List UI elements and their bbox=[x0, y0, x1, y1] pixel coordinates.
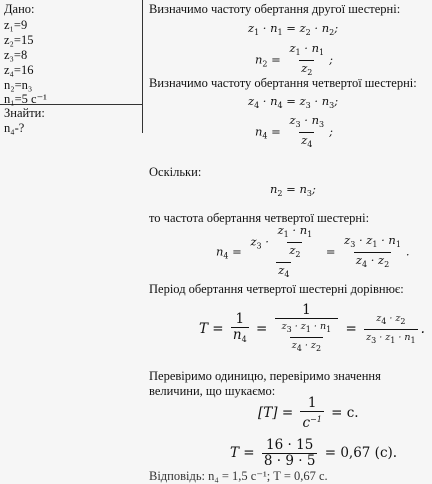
paragraph-check-1: Перевіримо одиницю, перевіримо значення bbox=[149, 369, 381, 383]
paragraph-second-gear: Визначимо частоту обертання другої шестерні: bbox=[149, 2, 401, 16]
given-n-equality: n₂=n₃ bbox=[4, 78, 33, 92]
given-header: Дано: bbox=[4, 2, 35, 16]
unit-result: с. bbox=[346, 405, 359, 421]
equation-z1n1-z2n2: $z_1 \cdot n_1 = z_2 \cdot n_2$; bbox=[248, 21, 339, 37]
given-z2: z₂=15 bbox=[4, 33, 34, 47]
given-z4: z₄=16 bbox=[4, 63, 34, 77]
paragraph-fourth-gear: Визначимо частоту обертання четвертої шестерні: bbox=[149, 76, 417, 90]
equation-unit-check: [T] = $\frac{1}{c^{-1}}$ = с. bbox=[258, 395, 359, 431]
equation-period: T = $\frac{1}{n_4}$ = $\frac{1}{\frac{z_3 \cdot z_1 \cdot n_1}{z_4 \cdot z_2}}$ = $\frac{z_4 \cdot z_2}{z_3 \cdot z_1 \cdot n_1}$ . bbox=[199, 302, 425, 353]
numeric-denominator: 8 · 9 · 5 bbox=[263, 453, 316, 469]
column-divider bbox=[142, 0, 143, 133]
equation-n2-n3: $n_2 = n_3$; bbox=[270, 182, 316, 198]
equation-numeric: T = $\frac{16 \cdot 15}{8 \cdot 9 \cdot 5}$ = 0,67 (с). bbox=[230, 437, 398, 469]
paragraph-period: Період обертання четвертої шестерні дорівнює: bbox=[149, 282, 404, 296]
equation-n2: $n_2$ = $\frac{z_1 \cdot n_1}{z_2}$ ; bbox=[255, 41, 333, 77]
equation-n4-substituted: $n_4$ = $z_3$ · $\frac{z_1 \cdot n_1}{z_2}$ $z_4$ = $\frac{z_3 \cdot z_1 \cdot n_1}{z_4 \cdot z_2}$ . bbox=[216, 223, 410, 279]
given-z1: z₁=9 bbox=[4, 18, 28, 32]
paragraph-since: Оскільки: bbox=[149, 165, 202, 179]
paragraph-check-2: величини, що шукаємо: bbox=[149, 384, 276, 398]
given-n1: n₁=5 с⁻¹ bbox=[4, 92, 47, 106]
numeric-result: = 0,67 (с). bbox=[324, 445, 398, 461]
equation-n4: $n_4$ = $\frac{z_3 \cdot n_3}{z_4}$ ; bbox=[255, 113, 333, 149]
equation-z4n4-z3n3: $z_4 \cdot n_4 = z_3 \cdot n_3$; bbox=[248, 94, 339, 110]
numeric-numerator: 16 · 15 bbox=[266, 437, 314, 453]
cut-off-answer-line: Відповідь: n₄ = 1,5 с⁻¹; T = 0,67 с. bbox=[149, 469, 328, 483]
find-header: Знайти: bbox=[4, 106, 45, 120]
given-z3: z₃=8 bbox=[4, 48, 28, 62]
find-n4: n₄-? bbox=[4, 121, 25, 135]
paragraph-then: то частота обертання четвертої шестерні: bbox=[149, 211, 370, 225]
